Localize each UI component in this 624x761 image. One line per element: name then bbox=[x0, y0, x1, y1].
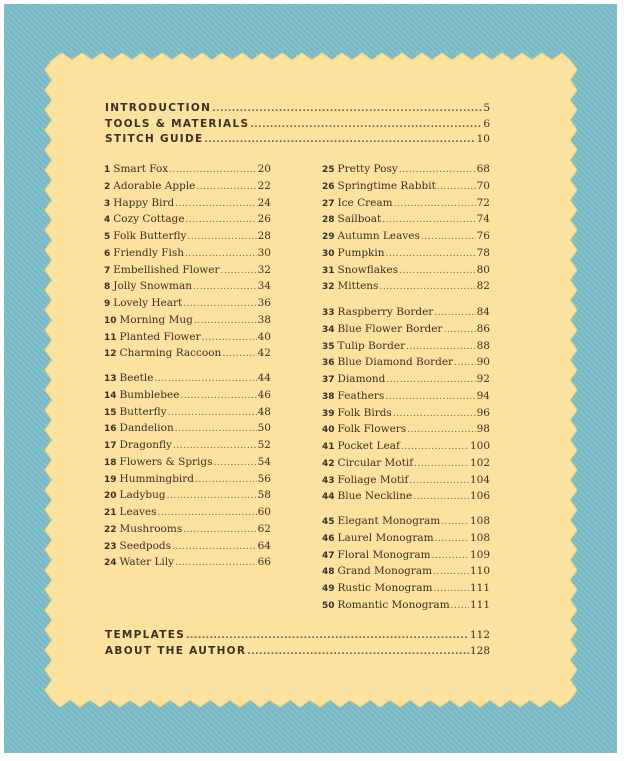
project-title: Ladybug bbox=[119, 489, 166, 502]
project-title: Dragonfly bbox=[119, 439, 172, 451]
toc-project-entry[interactable] bbox=[104, 264, 271, 276]
dot-leader bbox=[406, 340, 476, 352]
project-page: 40 bbox=[257, 330, 271, 343]
project-number: 35 bbox=[322, 341, 335, 352]
dot-leader bbox=[183, 523, 256, 535]
project-number: 28 bbox=[322, 215, 335, 226]
dot-leader bbox=[173, 439, 257, 451]
toc-project-entry[interactable] bbox=[104, 439, 271, 451]
toc-project-entry[interactable] bbox=[104, 297, 271, 309]
dot-leader bbox=[409, 474, 469, 486]
project-number: 41 bbox=[322, 442, 335, 452]
dot-leader bbox=[221, 264, 257, 276]
project-title: Morning Mug bbox=[119, 313, 193, 326]
project-title: Dandelion bbox=[119, 422, 174, 435]
project-page: 24 bbox=[257, 196, 271, 209]
dot-leader bbox=[385, 390, 475, 402]
toc-project-entry[interactable] bbox=[104, 540, 271, 552]
dot-leader bbox=[433, 565, 469, 577]
project-page: 111 bbox=[469, 598, 490, 611]
toc-project-entry[interactable] bbox=[322, 582, 490, 594]
project-number: 5 bbox=[104, 232, 111, 242]
project-number: 4 bbox=[104, 215, 111, 226]
project-title: Sailboat bbox=[337, 213, 382, 226]
toc-project-entry[interactable] bbox=[104, 347, 271, 359]
toc-project-entry[interactable] bbox=[104, 556, 271, 568]
project-title: Romantic Monogram bbox=[337, 598, 450, 611]
dot-leader bbox=[407, 423, 475, 435]
toc-project-entry[interactable] bbox=[322, 549, 490, 561]
project-number: 29 bbox=[322, 232, 335, 242]
project-page: 84 bbox=[476, 306, 490, 318]
project-title: Blue Flower Border bbox=[337, 322, 443, 335]
section-page: 128 bbox=[469, 645, 490, 657]
project-number: 30 bbox=[322, 248, 335, 259]
project-number: 34 bbox=[322, 324, 335, 335]
project-number: 15 bbox=[104, 407, 117, 418]
project-title: Beetle bbox=[119, 372, 154, 384]
dot-leader bbox=[185, 213, 256, 225]
project-number: 6 bbox=[104, 248, 111, 259]
project-page: 22 bbox=[257, 179, 271, 192]
toc-section-stitch-guide[interactable] bbox=[105, 133, 490, 145]
project-number: 13 bbox=[104, 374, 117, 384]
dot-leader bbox=[186, 629, 469, 641]
toc-project-entry[interactable] bbox=[322, 407, 490, 419]
project-page: 100 bbox=[469, 440, 490, 452]
project-title: Blue Diamond Border bbox=[337, 356, 454, 369]
project-number: 3 bbox=[104, 198, 111, 209]
project-title: Mittens bbox=[337, 280, 379, 293]
project-page: 50 bbox=[257, 422, 271, 435]
toc-project-entry[interactable] bbox=[322, 264, 490, 276]
dot-leader bbox=[394, 197, 476, 209]
toc-project-entry[interactable] bbox=[322, 565, 490, 577]
project-title: Seedpods bbox=[119, 539, 172, 552]
project-number: 33 bbox=[322, 308, 335, 318]
dot-leader bbox=[414, 457, 469, 469]
project-number: 9 bbox=[104, 299, 111, 309]
toc-project-entry[interactable] bbox=[104, 406, 271, 418]
project-number: 45 bbox=[322, 517, 335, 527]
toc-section-introduction[interactable] bbox=[105, 102, 490, 114]
project-title: Raspberry Border bbox=[337, 306, 434, 318]
project-page: 52 bbox=[257, 439, 271, 451]
project-page: 72 bbox=[476, 196, 490, 209]
toc-project-entry[interactable] bbox=[322, 356, 490, 368]
toc-project-entry[interactable] bbox=[322, 323, 490, 335]
project-page: 108 bbox=[469, 531, 490, 544]
dot-leader bbox=[393, 407, 476, 419]
section-page: 112 bbox=[469, 629, 490, 641]
project-title: Pretty Posy bbox=[337, 163, 398, 175]
project-page: 111 bbox=[469, 582, 490, 594]
toc-project-entry[interactable] bbox=[104, 456, 271, 468]
toc-project-entry[interactable] bbox=[322, 515, 490, 527]
project-title: Elegant Monogram bbox=[337, 515, 441, 527]
project-page: 78 bbox=[476, 246, 490, 259]
project-number: 42 bbox=[322, 458, 335, 469]
toc-project-entry[interactable] bbox=[104, 280, 271, 292]
project-title: Jolly Snowman bbox=[113, 280, 193, 293]
project-page: 106 bbox=[469, 490, 490, 503]
toc-project-entry[interactable] bbox=[104, 331, 271, 343]
project-number: 50 bbox=[322, 600, 335, 611]
toc-project-entry[interactable] bbox=[322, 599, 490, 611]
project-title: Embellished Flower bbox=[113, 263, 220, 276]
toc-project-entry[interactable] bbox=[322, 440, 490, 452]
dot-leader bbox=[175, 197, 256, 209]
toc-project-entry[interactable] bbox=[322, 390, 490, 402]
project-title: Ice Cream bbox=[337, 196, 393, 209]
project-number: 38 bbox=[322, 391, 335, 402]
project-number: 21 bbox=[104, 508, 117, 518]
project-page: 96 bbox=[476, 406, 490, 419]
project-number: 48 bbox=[322, 567, 335, 578]
project-number: 11 bbox=[104, 332, 117, 343]
project-page: 48 bbox=[257, 405, 271, 418]
project-title: Diamond bbox=[337, 373, 386, 385]
dot-leader bbox=[193, 280, 257, 292]
dot-leader bbox=[437, 180, 476, 192]
project-page: 76 bbox=[476, 230, 490, 242]
project-page: 104 bbox=[469, 473, 490, 486]
project-number: 31 bbox=[322, 265, 335, 276]
dot-leader bbox=[247, 645, 469, 657]
project-number: 20 bbox=[104, 491, 117, 502]
dot-leader bbox=[172, 540, 257, 552]
project-number: 47 bbox=[322, 550, 335, 561]
project-number: 27 bbox=[322, 198, 335, 209]
project-number: 25 bbox=[322, 165, 335, 175]
section-title: TEMPLATES bbox=[105, 629, 186, 641]
toc-section-tools-materials[interactable] bbox=[105, 118, 490, 130]
section-title: ABOUT THE AUTHOR bbox=[105, 645, 247, 657]
project-number: 10 bbox=[104, 315, 117, 326]
toc-project-entry[interactable] bbox=[322, 197, 490, 209]
dot-leader bbox=[250, 118, 482, 130]
dot-leader bbox=[196, 180, 256, 192]
project-title: Blue Neckline bbox=[337, 490, 413, 503]
dot-leader bbox=[214, 456, 257, 468]
section-page: 5 bbox=[483, 102, 490, 114]
project-number: 44 bbox=[322, 492, 335, 503]
dot-leader bbox=[451, 599, 469, 611]
project-title: Folk Flowers bbox=[337, 423, 407, 436]
dot-leader bbox=[180, 389, 256, 401]
toc-project-entry[interactable] bbox=[322, 474, 490, 486]
project-title: Bumblebee bbox=[119, 388, 180, 401]
toc-section-about-the-author[interactable] bbox=[105, 645, 490, 657]
project-page: 88 bbox=[476, 339, 490, 352]
project-title: Hummingbird bbox=[119, 472, 195, 485]
project-title: Planted Flower bbox=[119, 330, 201, 343]
toc-project-entry[interactable] bbox=[322, 423, 490, 435]
toc-project-entry[interactable] bbox=[104, 473, 271, 485]
dot-leader bbox=[154, 372, 256, 384]
project-page: 108 bbox=[469, 515, 490, 527]
dot-leader bbox=[421, 230, 476, 242]
dot-leader bbox=[187, 230, 256, 242]
project-page: 82 bbox=[476, 280, 490, 293]
toc-project-entry[interactable] bbox=[104, 314, 271, 326]
project-title: Happy Bird bbox=[113, 196, 175, 209]
project-page: 102 bbox=[469, 456, 490, 469]
project-title: Floral Monogram bbox=[337, 548, 431, 561]
project-page: 90 bbox=[476, 356, 490, 369]
toc-project-entry[interactable] bbox=[104, 489, 271, 501]
project-title: Folk Butterfly bbox=[113, 230, 187, 242]
project-title: Adorable Apple bbox=[113, 179, 196, 192]
project-page: 68 bbox=[476, 163, 490, 175]
project-title: Water Lily bbox=[119, 556, 175, 569]
project-title: Smart Fox bbox=[113, 163, 169, 175]
project-number: 26 bbox=[322, 181, 335, 192]
project-title: Mushrooms bbox=[119, 522, 183, 535]
dot-leader bbox=[413, 490, 469, 502]
project-page: 94 bbox=[476, 389, 490, 402]
project-page: 42 bbox=[257, 347, 271, 360]
project-page: 36 bbox=[257, 297, 271, 309]
toc-project-entry[interactable] bbox=[322, 532, 490, 544]
toc-section-templates[interactable] bbox=[105, 629, 490, 641]
project-title: Grand Monogram bbox=[337, 565, 433, 578]
project-page: 30 bbox=[257, 246, 271, 259]
dot-leader bbox=[399, 163, 476, 175]
toc-project-entry[interactable] bbox=[104, 247, 271, 259]
project-page: 109 bbox=[469, 548, 490, 561]
section-page: 6 bbox=[483, 118, 490, 130]
dot-leader bbox=[204, 133, 475, 145]
project-page: 70 bbox=[476, 179, 490, 192]
project-number: 32 bbox=[322, 282, 335, 293]
dot-leader bbox=[399, 264, 476, 276]
project-page: 80 bbox=[476, 263, 490, 276]
toc-project-entry[interactable] bbox=[104, 180, 271, 192]
dot-leader bbox=[175, 422, 257, 434]
dot-leader bbox=[168, 406, 257, 418]
project-number: 46 bbox=[322, 533, 335, 544]
project-title: Foliage Motif bbox=[337, 473, 409, 486]
dot-leader bbox=[194, 314, 257, 326]
project-page: 60 bbox=[257, 506, 271, 518]
project-number: 8 bbox=[104, 282, 111, 293]
project-number: 1 bbox=[104, 165, 111, 175]
toc-project-entry[interactable] bbox=[104, 389, 271, 401]
project-number: 17 bbox=[104, 441, 117, 451]
toc-project-entry[interactable] bbox=[322, 280, 490, 292]
toc-project-entry[interactable] bbox=[104, 506, 271, 518]
toc-project-entry[interactable] bbox=[322, 230, 490, 242]
project-title: Charming Raccoon bbox=[119, 347, 222, 360]
toc-project-entry[interactable] bbox=[322, 490, 490, 502]
project-title: Autumn Leaves bbox=[337, 230, 420, 242]
project-page: 20 bbox=[257, 163, 271, 175]
dot-leader bbox=[185, 247, 257, 259]
dot-leader bbox=[434, 582, 469, 594]
project-page: 86 bbox=[476, 322, 490, 335]
toc-project-entry[interactable] bbox=[322, 180, 490, 192]
project-page: 56 bbox=[257, 472, 271, 485]
dot-leader bbox=[441, 515, 469, 527]
project-title: Folk Birds bbox=[337, 406, 392, 419]
section-title: INTRODUCTION bbox=[105, 102, 212, 114]
project-title: Rustic Monogram bbox=[337, 582, 433, 594]
project-page: 64 bbox=[257, 539, 271, 552]
dot-leader bbox=[202, 331, 257, 343]
project-page: 34 bbox=[257, 280, 271, 293]
dot-leader bbox=[195, 473, 257, 485]
project-page: 58 bbox=[257, 489, 271, 502]
dot-leader bbox=[169, 163, 256, 175]
dot-leader bbox=[382, 213, 475, 225]
project-title: Snowflakes bbox=[337, 263, 399, 276]
project-number: 39 bbox=[322, 408, 335, 419]
dot-leader bbox=[175, 556, 257, 568]
project-title: Pocket Leaf bbox=[337, 440, 400, 452]
toc-project-entry[interactable] bbox=[104, 422, 271, 434]
project-title: Cozy Cottage bbox=[113, 213, 185, 226]
project-title: Circular Motif bbox=[337, 456, 414, 469]
dot-leader bbox=[222, 347, 256, 359]
toc-project-entry[interactable] bbox=[322, 306, 490, 318]
project-number: 24 bbox=[104, 558, 117, 569]
project-title: Tulip Border bbox=[337, 339, 406, 352]
toc-project-entry[interactable] bbox=[104, 372, 271, 384]
project-number: 43 bbox=[322, 475, 335, 486]
toc-project-entry[interactable] bbox=[322, 457, 490, 469]
dot-leader bbox=[158, 506, 257, 518]
section-title: TOOLS & MATERIALS bbox=[105, 118, 250, 130]
dot-leader bbox=[386, 247, 476, 259]
dot-leader bbox=[435, 532, 469, 544]
project-page: 66 bbox=[257, 556, 271, 569]
project-page: 54 bbox=[257, 455, 271, 468]
project-page: 32 bbox=[257, 263, 271, 276]
project-number: 49 bbox=[322, 584, 335, 594]
dot-leader bbox=[183, 297, 256, 309]
dot-leader bbox=[212, 102, 482, 114]
section-page: 10 bbox=[476, 133, 490, 145]
toc-project-entry[interactable] bbox=[322, 163, 490, 175]
project-number: 7 bbox=[104, 265, 111, 276]
toc-project-entry[interactable] bbox=[104, 523, 271, 535]
project-page: 62 bbox=[257, 522, 271, 535]
project-page: 44 bbox=[257, 372, 271, 384]
toc-project-entry[interactable] bbox=[322, 373, 490, 385]
project-number: 18 bbox=[104, 457, 117, 468]
dot-leader bbox=[443, 323, 475, 335]
project-number: 36 bbox=[322, 358, 335, 369]
dot-leader bbox=[379, 280, 475, 292]
project-page: 92 bbox=[476, 373, 490, 385]
toc-project-entry[interactable] bbox=[322, 213, 490, 225]
project-page: 98 bbox=[476, 423, 490, 436]
toc-project-entry[interactable] bbox=[322, 247, 490, 259]
dot-leader bbox=[432, 549, 469, 561]
toc-project-entry[interactable] bbox=[104, 163, 271, 175]
project-page: 74 bbox=[476, 213, 490, 226]
project-number: 14 bbox=[104, 390, 117, 401]
toc-project-entry[interactable] bbox=[104, 213, 271, 225]
project-page: 26 bbox=[257, 213, 271, 226]
dot-leader bbox=[386, 373, 475, 385]
project-page: 110 bbox=[469, 565, 490, 578]
project-number: 16 bbox=[104, 424, 117, 435]
project-number: 12 bbox=[104, 349, 117, 360]
toc-project-entry[interactable] bbox=[104, 230, 271, 242]
project-title: Laurel Monogram bbox=[337, 531, 434, 544]
project-page: 38 bbox=[257, 313, 271, 326]
project-number: 23 bbox=[104, 541, 117, 552]
project-title: Pumpkin bbox=[337, 246, 385, 259]
project-title: Lovely Heart bbox=[113, 297, 183, 309]
project-page: 28 bbox=[257, 230, 271, 242]
project-number: 40 bbox=[322, 425, 335, 436]
project-title: Springtime Rabbit bbox=[337, 179, 436, 192]
project-number: 19 bbox=[104, 474, 117, 485]
project-title: Leaves bbox=[119, 506, 157, 518]
project-number: 22 bbox=[104, 524, 117, 535]
dot-leader bbox=[434, 306, 475, 318]
project-page: 46 bbox=[257, 388, 271, 401]
section-title: STITCH GUIDE bbox=[105, 133, 204, 145]
dot-leader bbox=[167, 489, 257, 501]
project-number: 2 bbox=[104, 181, 111, 192]
project-title: Flowers & Sprigs bbox=[119, 455, 213, 468]
project-title: Friendly Fish bbox=[113, 246, 185, 259]
project-number: 37 bbox=[322, 375, 335, 385]
dot-leader bbox=[401, 440, 469, 452]
toc-project-entry[interactable] bbox=[322, 340, 490, 352]
project-title: Butterfly bbox=[119, 405, 167, 418]
project-title: Feathers bbox=[337, 389, 385, 402]
toc-project-entry[interactable] bbox=[104, 197, 271, 209]
dot-leader bbox=[454, 356, 476, 368]
